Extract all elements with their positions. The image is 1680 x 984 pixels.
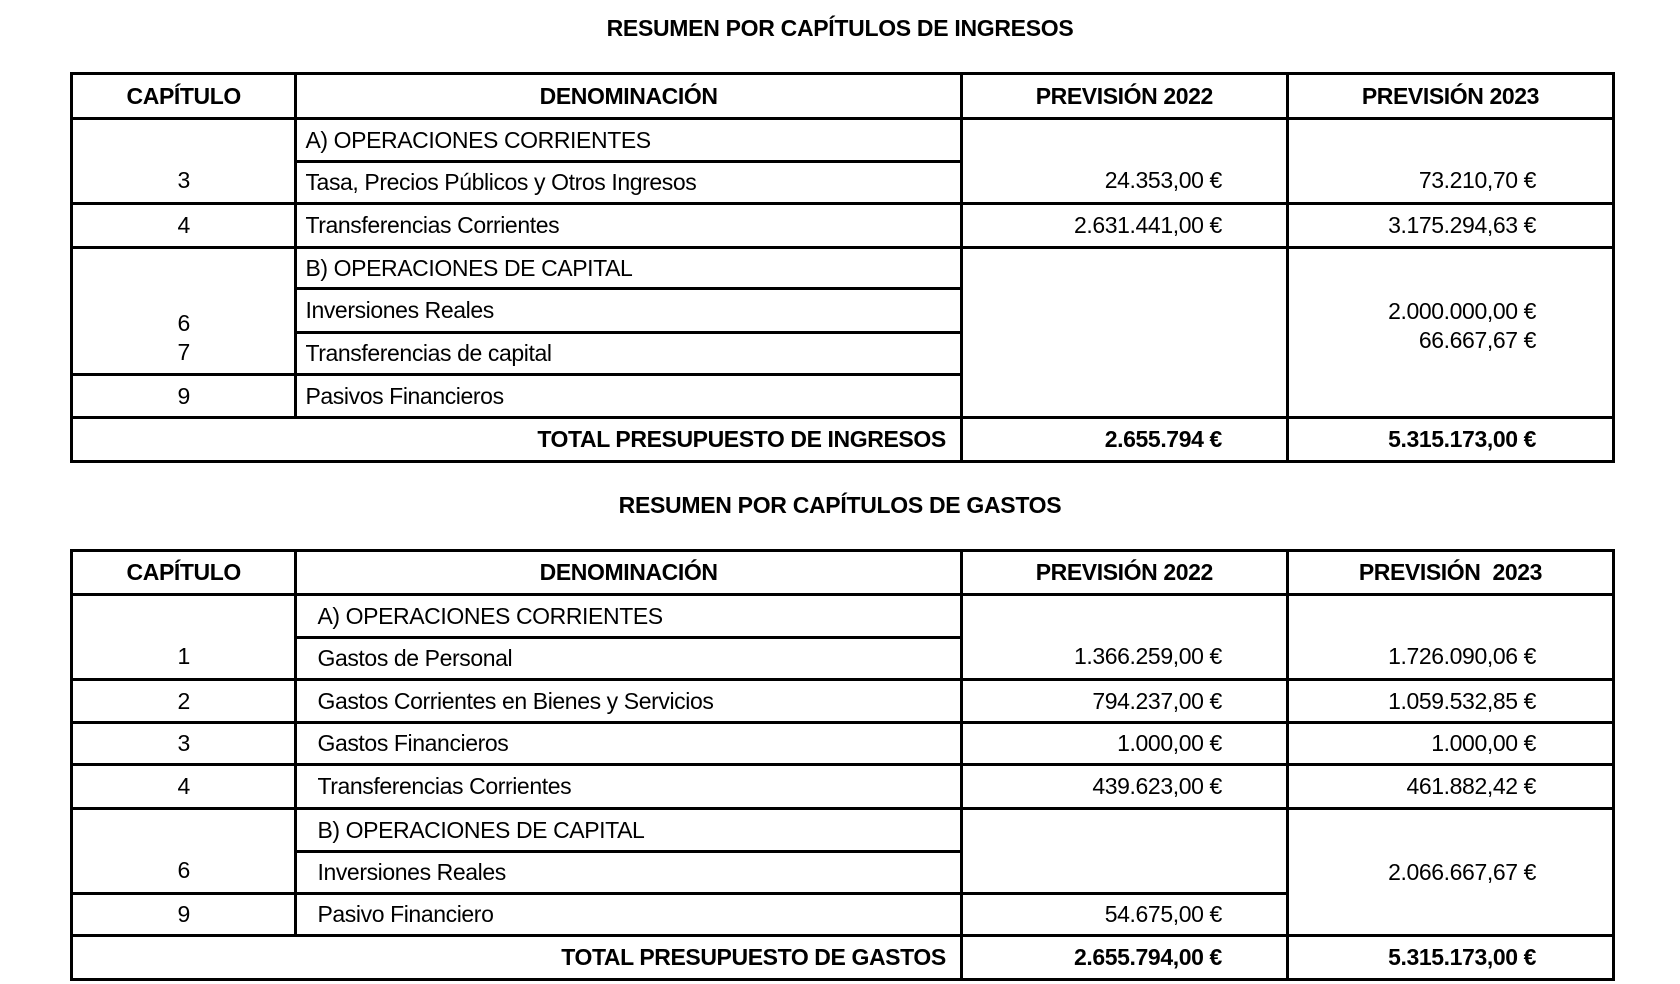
gastos-table	[70, 549, 1615, 981]
cell-denominacion: Transferencias Corrientes	[296, 765, 961, 809]
total-2022: 2.655.794 €	[961, 418, 1287, 462]
table-header-row	[72, 551, 1614, 595]
table-row	[72, 723, 1614, 765]
total-row	[72, 418, 1614, 462]
cell-capitulo-group	[72, 248, 296, 375]
cell-capitulo: 4	[72, 765, 296, 809]
total-2023: 5.315.173,00 €	[1287, 418, 1613, 462]
header-capitulo: CAPÍTULO	[72, 551, 296, 595]
cell-capitulo: 3	[72, 723, 296, 765]
cell-denominacion: Inversiones Reales	[296, 289, 961, 333]
cell-denominacion: Inversiones Reales	[296, 852, 961, 894]
cell-prevision-2022-empty	[961, 809, 1287, 894]
cell-prevision-2022: 24.353,00 €	[961, 119, 1287, 204]
ingresos-table	[70, 72, 1615, 463]
cell-prevision-2022: 1.000,00 €	[961, 723, 1287, 765]
cell-prevision-2022: 1.366.259,00 €	[961, 595, 1287, 680]
cell-prevision-2022: 54.675,00 €	[961, 894, 1287, 936]
total-row	[72, 936, 1614, 980]
cell-prevision-2023: 1.059.532,85 €	[1287, 680, 1613, 723]
cell-denominacion: Transferencias de capital	[296, 333, 961, 375]
cell-prevision-2022: 2.631.441,00 €	[961, 204, 1287, 248]
header-denominacion: DENOMINACIÓN	[296, 74, 961, 119]
cell-prevision-2023: 2.066.667,67 €	[1287, 809, 1613, 936]
cell-denominacion: Pasivos Financieros	[296, 375, 961, 418]
header-prevision-2023: PREVISIÓN 2023	[1287, 551, 1613, 595]
total-label: TOTAL PRESUPUESTO DE INGRESOS	[72, 418, 962, 462]
cell-capitulo: 7	[177, 339, 190, 365]
cell-denominacion: Gastos Financieros	[296, 723, 961, 765]
cell-capitulo: 2	[72, 680, 296, 723]
cell-prevision-2023: 1.726.090,06 €	[1287, 595, 1613, 680]
cell-capitulo: 9	[72, 375, 296, 418]
cell-prevision-2022-empty	[961, 248, 1287, 418]
cell-prevision-2022: 794.237,00 €	[961, 680, 1287, 723]
cell-denominacion: Gastos Corrientes en Bienes y Servicios	[296, 680, 961, 723]
cell-capitulo: 1	[72, 595, 296, 680]
cell-capitulo: 4	[72, 204, 296, 248]
total-2022: 2.655.794,00 €	[961, 936, 1287, 980]
table-row	[72, 119, 1614, 162]
table-row	[72, 680, 1614, 723]
cell-capitulo: 3	[72, 119, 296, 204]
cell-prevision-2023: 2.000.000,00 €	[1388, 298, 1536, 324]
cell-denominacion: Gastos de Personal	[296, 638, 961, 680]
cell-denominacion: Transferencias Corrientes	[296, 204, 961, 248]
cell-prevision-2022: 439.623,00 €	[961, 765, 1287, 809]
cell-prevision-2023-group	[1287, 248, 1613, 418]
cell-prevision-2023: 461.882,42 €	[1287, 765, 1613, 809]
cell-capitulo: 6	[177, 310, 190, 336]
total-2023: 5.315.173,00 €	[1287, 936, 1613, 980]
header-prevision-2023: PREVISIÓN 2023	[1287, 74, 1613, 119]
table-header-row	[72, 74, 1614, 119]
gastos-title: RESUMEN POR CAPÍTULOS DE GASTOS	[618, 492, 1062, 518]
table-row	[72, 595, 1614, 638]
cell-prevision-2023: 1.000,00 €	[1287, 723, 1613, 765]
header-capitulo: CAPÍTULO	[72, 74, 296, 119]
table-row	[72, 248, 1614, 289]
table-row	[72, 204, 1614, 248]
cell-prevision-2023: 73.210,70 €	[1287, 119, 1613, 204]
section-b-label: B) OPERACIONES DE CAPITAL	[296, 248, 961, 289]
total-label: TOTAL PRESUPUESTO DE GASTOS	[72, 936, 962, 980]
cell-prevision-2023: 66.667,67 €	[1418, 327, 1536, 353]
section-a-label: A) OPERACIONES CORRIENTES	[296, 119, 961, 162]
cell-denominacion: Tasa, Precios Públicos y Otros Ingresos	[296, 162, 961, 204]
ingresos-title: RESUMEN POR CAPÍTULOS DE INGRESOS	[606, 15, 1074, 41]
table-row	[72, 809, 1614, 852]
table-row	[72, 765, 1614, 809]
header-prevision-2022: PREVISIÓN 2022	[961, 74, 1287, 119]
cell-capitulo: 6	[72, 809, 296, 894]
cell-denominacion: Pasivo Financiero	[296, 894, 961, 936]
cell-prevision-2023: 3.175.294,63 €	[1287, 204, 1613, 248]
header-denominacion: DENOMINACIÓN	[296, 551, 961, 595]
section-a-label: A) OPERACIONES CORRIENTES	[296, 595, 961, 638]
cell-capitulo: 9	[72, 894, 296, 936]
section-b-label: B) OPERACIONES DE CAPITAL	[296, 809, 961, 852]
header-prevision-2022: PREVISIÓN 2022	[961, 551, 1287, 595]
